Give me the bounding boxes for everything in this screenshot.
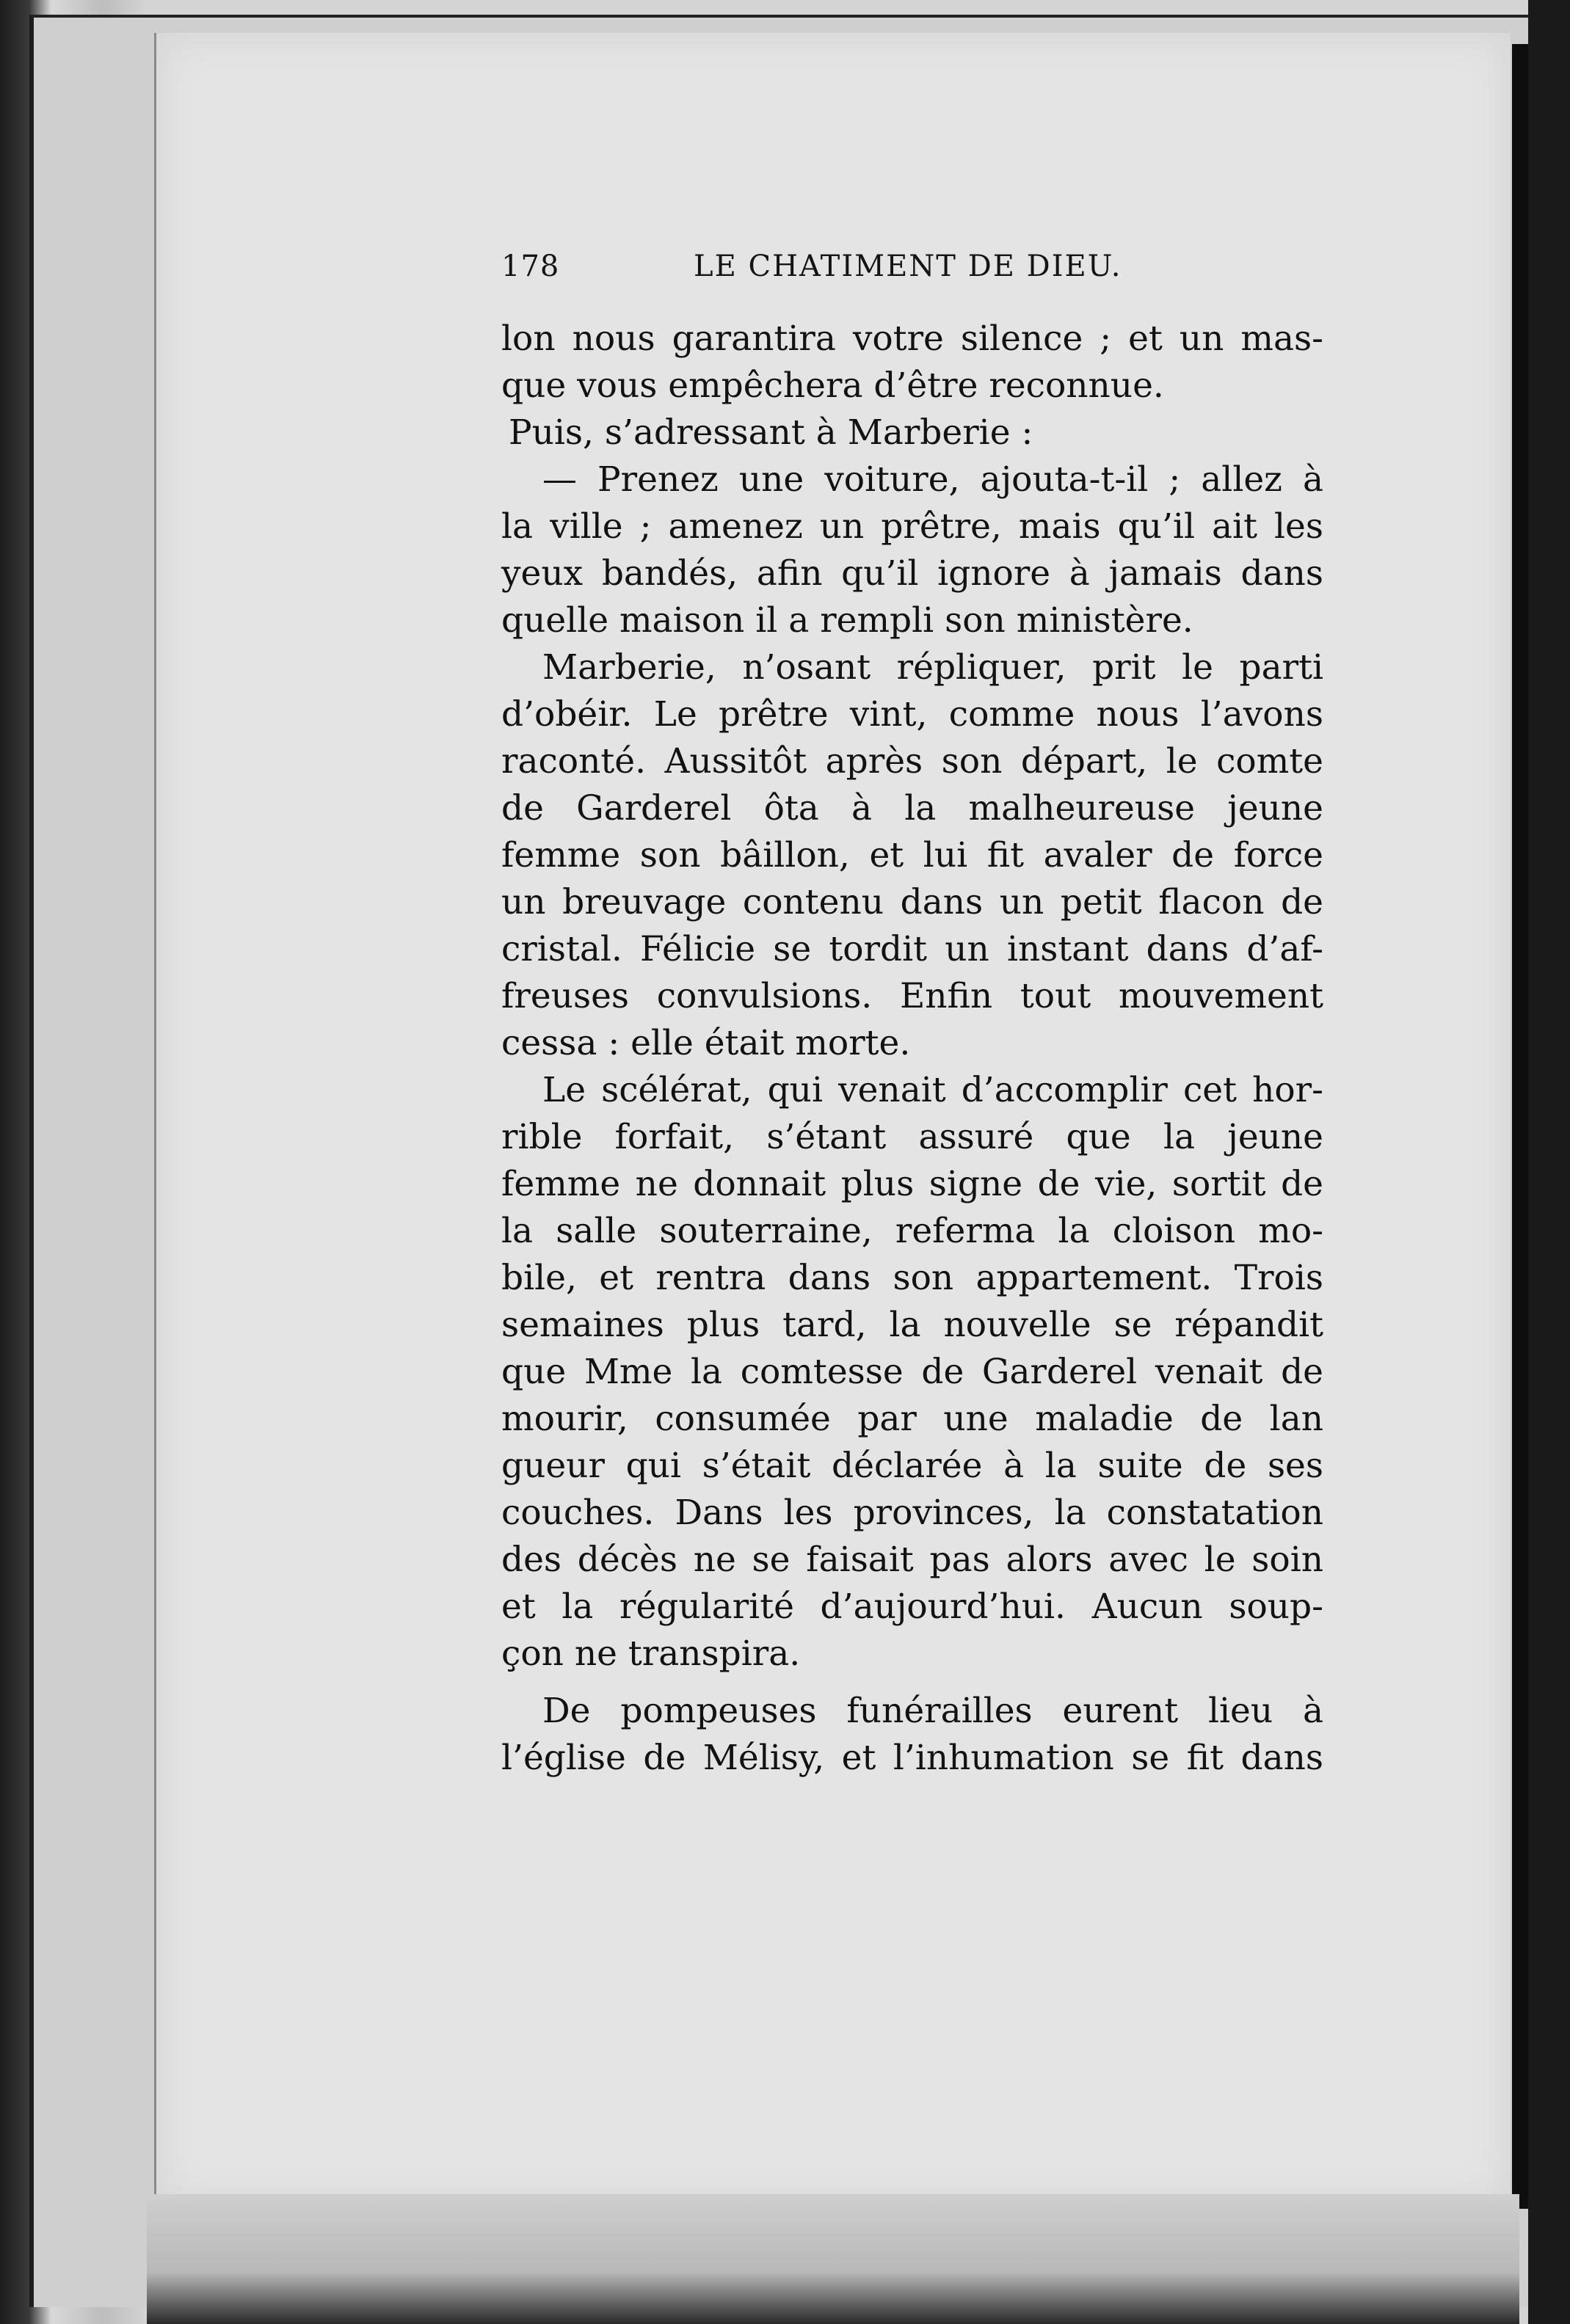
text-line: la salle souterraine, referma la cloison mo- [501, 1211, 1323, 1251]
text-line: De pompeuses funérailles eurent lieu à [542, 1691, 1323, 1731]
text-line: la ville ; amenez un prêtre, mais qu’il ait les [501, 506, 1323, 547]
text-line: quelle maison il a rempli son ministère. [501, 600, 1193, 641]
text-line: rible forfait, s’étant assuré que la jeune [501, 1117, 1323, 1157]
page-header [501, 249, 1323, 294]
text-line: mourir, consumée par une maladie de lan [501, 1399, 1323, 1439]
text-line: freuses convulsions. Enfin tout mouvement [501, 976, 1323, 1016]
text-line: l’église de Mélisy, et l’inhumation se fit dans [501, 1738, 1323, 1778]
text-line: cristal. Félicie se tordit un instant dans d’af- [501, 929, 1323, 969]
text-line: lon nous garantira votre silence ; et un mas- [501, 318, 1323, 359]
text-line: que vous empêchera d’être reconnue. [501, 365, 1164, 406]
text-line: un breuvage contenu dans un petit flacon de [501, 882, 1323, 922]
text-line: bile, et rentra dans son appartement. Trois [501, 1258, 1323, 1298]
text-line: Le scélérat, qui venait d’accomplir cet hor- [542, 1070, 1323, 1110]
text-line: d’obéir. Le prêtre vint, comme nous l’avons [501, 694, 1323, 735]
text-line: cessa : elle était morte. [501, 1023, 911, 1063]
scan-right-edge [1528, 0, 1570, 2324]
text-line: Puis, s’adressant à Marberie : [509, 412, 1033, 453]
page-bottom-edge [147, 2194, 1519, 2324]
text-line: raconté. Aussitôt après son départ, le comte [501, 741, 1323, 782]
text-line: yeux bandés, afin qu’il ignore à jamais dans [501, 553, 1323, 594]
text-line: et la régularité d’aujourd’hui. Aucun soup- [501, 1587, 1323, 1627]
page-gutter-shadow [1512, 44, 1528, 2209]
text-line: çon ne transpira. [501, 1633, 801, 1674]
text-line: femme ne donnait plus signe de vie, sortit de [501, 1164, 1323, 1204]
text-line: des décès ne se faisait pas alors avec le soin [501, 1540, 1323, 1580]
text-line: — Prenez une voiture, ajouta-t-il ; allez à [542, 459, 1323, 500]
text-line: que Mme la comtesse de Garderel venait de [501, 1352, 1323, 1392]
text-line: semaines plus tard, la nouvelle se répandit [501, 1305, 1323, 1345]
text-line: de Garderel ôta à la malheureuse jeune [501, 788, 1323, 828]
page-number: 178 [501, 249, 560, 283]
text-line: Marberie, n’osant répliquer, prit le parti [542, 647, 1323, 688]
running-title: LE CHATIMENT DE DIEU. [694, 249, 1122, 283]
text-line: gueur qui s’était déclarée à la suite de ses [501, 1446, 1323, 1486]
text-line: femme son bâillon, et lui fit avaler de force [501, 835, 1323, 875]
text-line: couches. Dans les provinces, la constatation [501, 1493, 1323, 1533]
